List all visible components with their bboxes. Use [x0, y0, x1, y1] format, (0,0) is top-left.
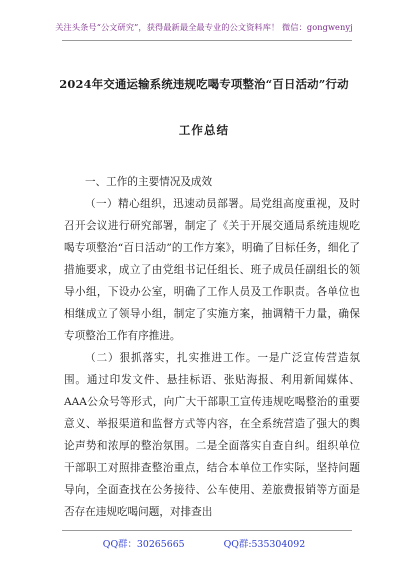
header-banner: 关注头条号“公文研究”，获得最新最全最专业的公文资料库！ 微信：gongwenyj [55, 22, 353, 32]
paragraph-2: （二）狠抓落实，扎实推进工作。一是广泛宣传营造氛围。通过印发文件、悬挂标语、张贴海报、利用新闻媒体、AAA公众号等形式，向广大干部职工宣传违规吃喝整治的重要意义、举报渠道和监督方式等内容，在全系统营造了强大的舆论声势和浓厚的整治氛围。二是全面落实自查自纠。组织单位干部职工对照排查整治重点，结合本单位工作实际，坚持问题导向，全面查找在公务接待、公车使用、差旅费报销等方面是否存在违规吃喝问题，对排查出 [64, 352, 360, 518]
header-rule [62, 40, 352, 41]
paragraph-1: （一）精心组织，迅速动员部署。局党组高度重视，及时召开会议进行研究部署，制定了《关于开展交通局系统违规吃喝专项整治“百日活动”的工作方案》，明确了目标任务，细化了措施要求，成立了由党组书记任组长、班子成员任副组长的领导小组，下设办公室，明确了工作人员及工作职责。各单位也相继成立了领导小组，制定了实施方案，抽调精干力量，确保专项整治工作有序推进。 [64, 198, 360, 342]
document-body [64, 171, 360, 523]
footer-rule [62, 530, 352, 531]
document-title: 2024年交通运输系统违规吃喝专项整治“百日活动”行动 [59, 77, 349, 91]
section-heading: 一、工作的主要情况及成效 [85, 176, 213, 188]
document-subtitle: 工作总结 [178, 123, 230, 137]
footer-qq-group-1: QQ群：30265665 [102, 539, 185, 550]
footer-qq-group-2: QQ群:535304092 [223, 539, 306, 550]
footer [0, 536, 408, 550]
